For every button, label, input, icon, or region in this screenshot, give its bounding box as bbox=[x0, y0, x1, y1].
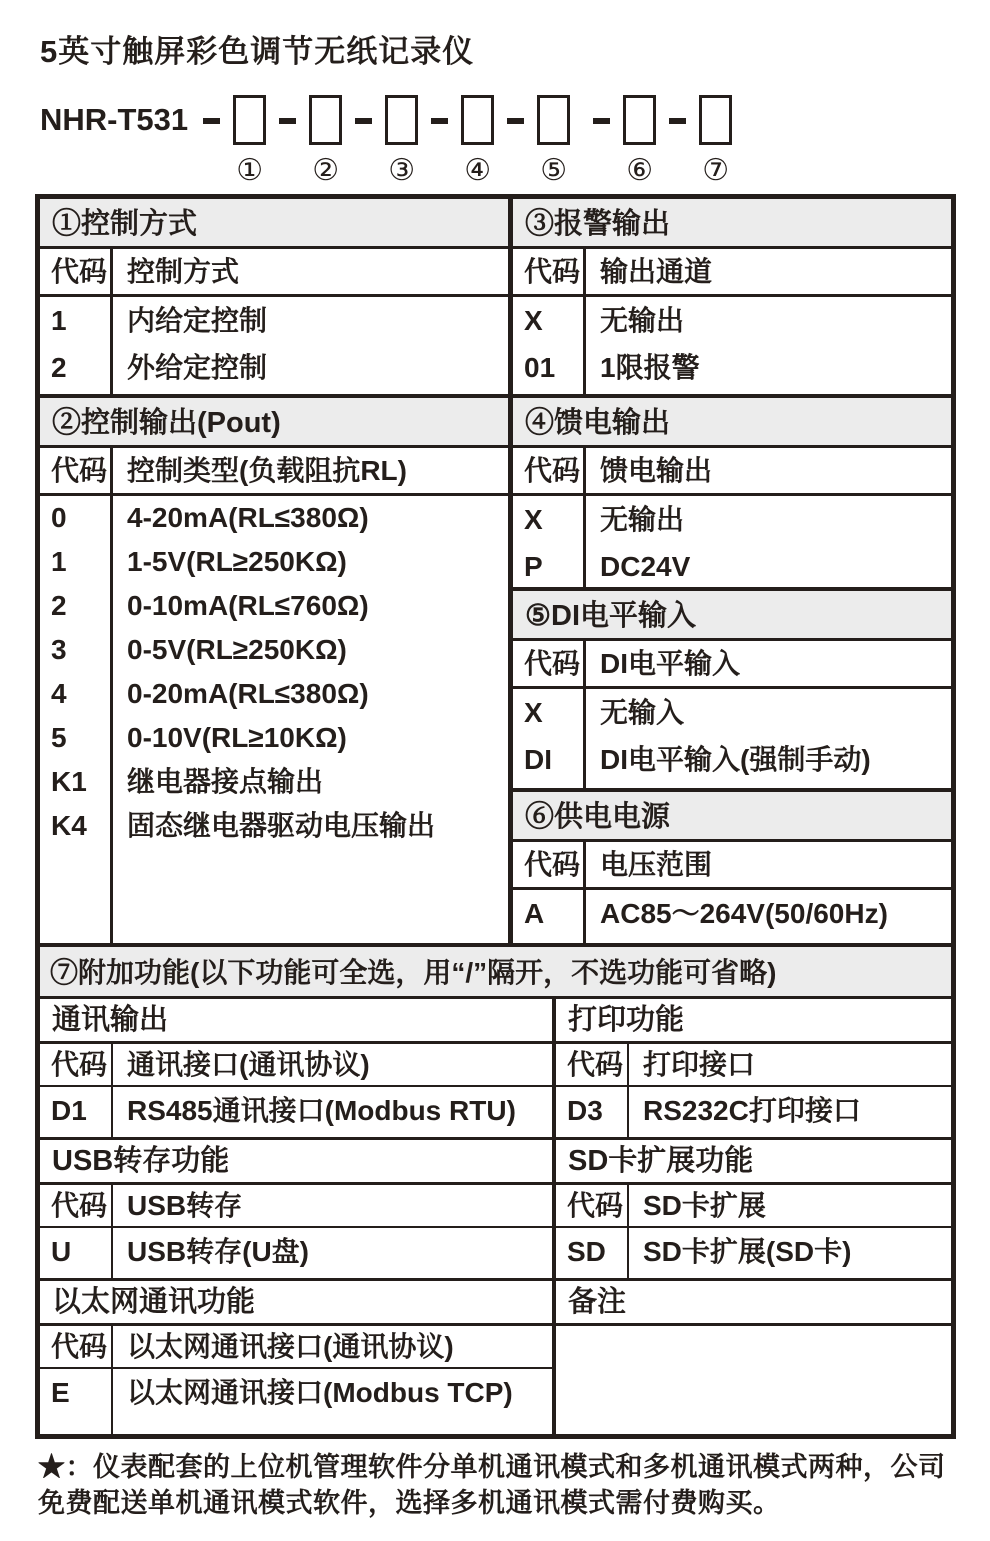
row-code: SD bbox=[556, 1228, 629, 1278]
desc-column-header: DI电平输入 bbox=[600, 648, 741, 679]
section-control-mode bbox=[40, 199, 508, 398]
model-selection-table bbox=[35, 194, 956, 1439]
dash-separator bbox=[203, 118, 220, 124]
section-3-column-headers bbox=[513, 249, 951, 297]
row-code: K4 bbox=[51, 810, 87, 841]
row-desc: 0-10mA(RL≤760Ω) bbox=[127, 590, 369, 621]
model-code-box-5 bbox=[537, 95, 570, 145]
row-desc: RS232C打印接口 bbox=[643, 1095, 861, 1126]
position-label-6: ⑥ bbox=[626, 153, 654, 188]
row-desc: SD卡扩展(SD卡) bbox=[643, 1236, 852, 1267]
desc-column-header: 输出通道 bbox=[600, 256, 713, 287]
comm-data-row bbox=[40, 1087, 552, 1137]
row-code: 4 bbox=[51, 678, 67, 709]
section-4-header: ④馈电输出 bbox=[513, 398, 951, 448]
section-6-data bbox=[513, 890, 951, 943]
row-desc: RS485通讯接口(Modbus RTU) bbox=[127, 1095, 516, 1126]
model-slot-5 bbox=[537, 95, 570, 186]
desc-column-header: 通讯接口(通讯协议) bbox=[127, 1049, 370, 1080]
dash-separator bbox=[507, 118, 524, 124]
code-column-header: 代码 bbox=[513, 641, 586, 686]
print-column-headers bbox=[556, 1044, 951, 1087]
model-prefix: NHR-T531 bbox=[40, 102, 189, 137]
row-code: E bbox=[40, 1369, 113, 1434]
sd-column-headers bbox=[556, 1185, 951, 1228]
row-desc: 4-20mA(RL≤380Ω) bbox=[127, 502, 369, 533]
row-desc: 无输出 bbox=[600, 504, 685, 535]
dash-separator bbox=[669, 118, 686, 124]
row-desc: 0-10V(RL≥10KΩ) bbox=[127, 722, 347, 753]
row-code: 3 bbox=[51, 634, 67, 665]
desc-cells bbox=[113, 297, 508, 394]
row-code: 5 bbox=[51, 722, 67, 753]
model-code-line bbox=[40, 95, 990, 186]
print-data-row bbox=[556, 1087, 951, 1137]
position-label-1: ① bbox=[236, 153, 264, 188]
desc-column-header: 打印接口 bbox=[643, 1049, 756, 1080]
group-comm-output bbox=[40, 999, 552, 1140]
row-code: X bbox=[524, 697, 543, 728]
model-code-box-2 bbox=[309, 95, 342, 145]
row-code: X bbox=[524, 504, 543, 535]
section-5-column-headers bbox=[513, 641, 951, 689]
table-top-left-column bbox=[40, 199, 513, 943]
section-2-data bbox=[40, 496, 508, 943]
section-power-supply bbox=[513, 792, 951, 943]
code-column-header: 代码 bbox=[513, 842, 586, 887]
section-1-column-headers bbox=[40, 249, 508, 297]
row-desc: 以太网通讯接口(Modbus TCP) bbox=[127, 1377, 513, 1408]
position-label-2: ② bbox=[312, 153, 340, 188]
code-column-header: 代码 bbox=[40, 1044, 113, 1085]
code-cells bbox=[40, 297, 113, 394]
model-code-box-4 bbox=[461, 95, 494, 145]
page-title: 5英寸触屏彩色调节无纸记录仪 bbox=[40, 34, 475, 69]
usb-data-row bbox=[40, 1228, 552, 1278]
code-cells bbox=[513, 890, 586, 943]
print-group-header: 打印功能 bbox=[556, 999, 951, 1044]
model-code-box-7 bbox=[699, 95, 732, 145]
row-desc: 0-20mA(RL≤380Ω) bbox=[127, 678, 369, 709]
table-top-right-column bbox=[513, 199, 951, 943]
model-slot-1 bbox=[233, 95, 266, 186]
dash-separator bbox=[431, 118, 448, 124]
code-column-header: 代码 bbox=[40, 249, 113, 294]
model-slot-4 bbox=[461, 95, 494, 186]
code-column-header: 代码 bbox=[40, 448, 113, 493]
model-code-box-6 bbox=[623, 95, 656, 145]
table-bottom-left-column bbox=[40, 999, 556, 1434]
row-code: P bbox=[524, 551, 543, 582]
desc-column-header: 电压范围 bbox=[600, 849, 713, 880]
position-label-7: ⑦ bbox=[702, 153, 730, 188]
row-desc: 1-5V(RL≥250KΩ) bbox=[127, 546, 347, 577]
section-7-header: ⑦附加功能(以下功能可全选，用“/”隔开，不选功能可省略) bbox=[40, 947, 951, 999]
section-4-column-headers bbox=[513, 448, 951, 496]
code-cells bbox=[40, 496, 113, 943]
section-alarm-output bbox=[513, 199, 951, 398]
desc-column-header: 控制方式 bbox=[127, 256, 240, 287]
dash-separator bbox=[593, 118, 610, 124]
model-code-box-1 bbox=[233, 95, 266, 145]
model-slot-3 bbox=[385, 95, 418, 186]
desc-cells bbox=[586, 297, 951, 394]
row-desc: 无输入 bbox=[600, 697, 685, 728]
desc-column-header: 馈电输出 bbox=[600, 455, 713, 486]
section-3-data bbox=[513, 297, 951, 394]
model-slot-7 bbox=[699, 95, 732, 186]
row-code: D3 bbox=[556, 1087, 629, 1137]
model-slot-2 bbox=[309, 95, 342, 186]
group-usb bbox=[40, 1140, 552, 1281]
row-desc: 固态继电器驱动电压输出 bbox=[127, 810, 436, 841]
row-code: X bbox=[524, 305, 543, 336]
row-code: 01 bbox=[524, 352, 556, 383]
section-di-input bbox=[513, 591, 951, 792]
row-code: 0 bbox=[51, 502, 67, 533]
section-3-header: ③报警输出 bbox=[513, 199, 951, 249]
desc-column-header: USB转存 bbox=[127, 1190, 243, 1221]
section-1-data bbox=[40, 297, 508, 394]
section-2-header: ②控制输出(Pout) bbox=[40, 398, 508, 448]
row-code: 1 bbox=[51, 546, 67, 577]
group-remark bbox=[556, 1281, 951, 1434]
row-desc: 内给定控制 bbox=[127, 305, 268, 336]
sd-data-row bbox=[556, 1228, 951, 1278]
code-cells bbox=[513, 297, 586, 394]
section-control-output bbox=[40, 398, 508, 943]
usb-column-headers bbox=[40, 1185, 552, 1228]
section-5-data bbox=[513, 689, 951, 788]
table-bottom-half bbox=[40, 999, 951, 1434]
code-column-header: 代码 bbox=[513, 448, 586, 493]
footnote: ★：仪表配套的上位机管理软件分单机通讯模式和多机通讯模式两种，公司免费配送单机通讯模式软件，选择多机通讯模式需付费购买。 bbox=[38, 1452, 946, 1518]
code-column-header: 代码 bbox=[513, 249, 586, 294]
ethernet-data-row bbox=[40, 1369, 552, 1434]
remark-empty-cell bbox=[556, 1326, 951, 1434]
row-desc: AC85～264V(50/60Hz) bbox=[600, 898, 888, 929]
row-code: K1 bbox=[51, 766, 87, 797]
row-desc: USB转存(U盘) bbox=[127, 1236, 309, 1267]
row-desc: 无输出 bbox=[600, 305, 685, 336]
row-code: 1 bbox=[51, 305, 67, 336]
section-6-column-headers bbox=[513, 842, 951, 890]
position-label-5: ⑤ bbox=[540, 153, 568, 188]
section-6-header: ⑥供电电源 bbox=[513, 792, 951, 842]
code-column-header: 代码 bbox=[556, 1185, 629, 1226]
code-cells bbox=[513, 689, 586, 788]
row-desc: DI电平输入(强制手动) bbox=[600, 744, 871, 775]
section-2-column-headers bbox=[40, 448, 508, 496]
code-cells bbox=[513, 496, 586, 587]
desc-column-header: 控制类型(负载阻抗RL) bbox=[127, 455, 407, 486]
row-desc: DC24V bbox=[600, 551, 691, 582]
model-code-box-3 bbox=[385, 95, 418, 145]
row-code: U bbox=[40, 1228, 113, 1278]
code-column-header: 代码 bbox=[556, 1044, 629, 1085]
row-code: D1 bbox=[40, 1087, 113, 1137]
row-desc: 继电器接点输出 bbox=[127, 766, 324, 797]
ethernet-group-header: 以太网通讯功能 bbox=[40, 1281, 552, 1326]
group-print bbox=[556, 999, 951, 1140]
code-column-header: 代码 bbox=[40, 1185, 113, 1226]
usb-group-header: USB转存功能 bbox=[40, 1140, 552, 1185]
table-top-half bbox=[40, 199, 951, 947]
position-label-4: ④ bbox=[464, 153, 492, 188]
desc-cells bbox=[586, 890, 951, 943]
table-bottom-right-column bbox=[556, 999, 951, 1434]
desc-cells bbox=[113, 496, 508, 943]
row-code: DI bbox=[524, 744, 552, 775]
sd-group-header: SD卡扩展功能 bbox=[556, 1140, 951, 1185]
row-desc: 1限报警 bbox=[600, 352, 700, 383]
group-ethernet bbox=[40, 1281, 552, 1434]
position-label-3: ③ bbox=[388, 153, 416, 188]
row-code: A bbox=[524, 898, 545, 929]
section-feed-output bbox=[513, 398, 951, 591]
section-5-header: ⑤DI电平输入 bbox=[513, 591, 951, 641]
desc-column-header: 以太网通讯接口(通讯协议) bbox=[127, 1331, 454, 1362]
remark-group-header: 备注 bbox=[556, 1281, 951, 1326]
dash-separator bbox=[355, 118, 372, 124]
desc-cells bbox=[586, 689, 951, 788]
row-desc: 0-5V(RL≥250KΩ) bbox=[127, 634, 347, 665]
row-code: 2 bbox=[51, 590, 67, 621]
comm-column-headers bbox=[40, 1044, 552, 1087]
row-desc: 外给定控制 bbox=[127, 352, 268, 383]
model-slot-6 bbox=[623, 95, 656, 186]
dash-separator bbox=[279, 118, 296, 124]
code-column-header: 代码 bbox=[40, 1326, 113, 1367]
section-4-data bbox=[513, 496, 951, 587]
comm-group-header: 通讯输出 bbox=[40, 999, 552, 1044]
row-code: 2 bbox=[51, 352, 67, 383]
section-1-header: ①控制方式 bbox=[40, 199, 508, 249]
group-sd-card bbox=[556, 1140, 951, 1281]
ethernet-column-headers bbox=[40, 1326, 552, 1369]
desc-column-header: SD卡扩展 bbox=[643, 1190, 766, 1221]
desc-cells bbox=[586, 496, 951, 587]
